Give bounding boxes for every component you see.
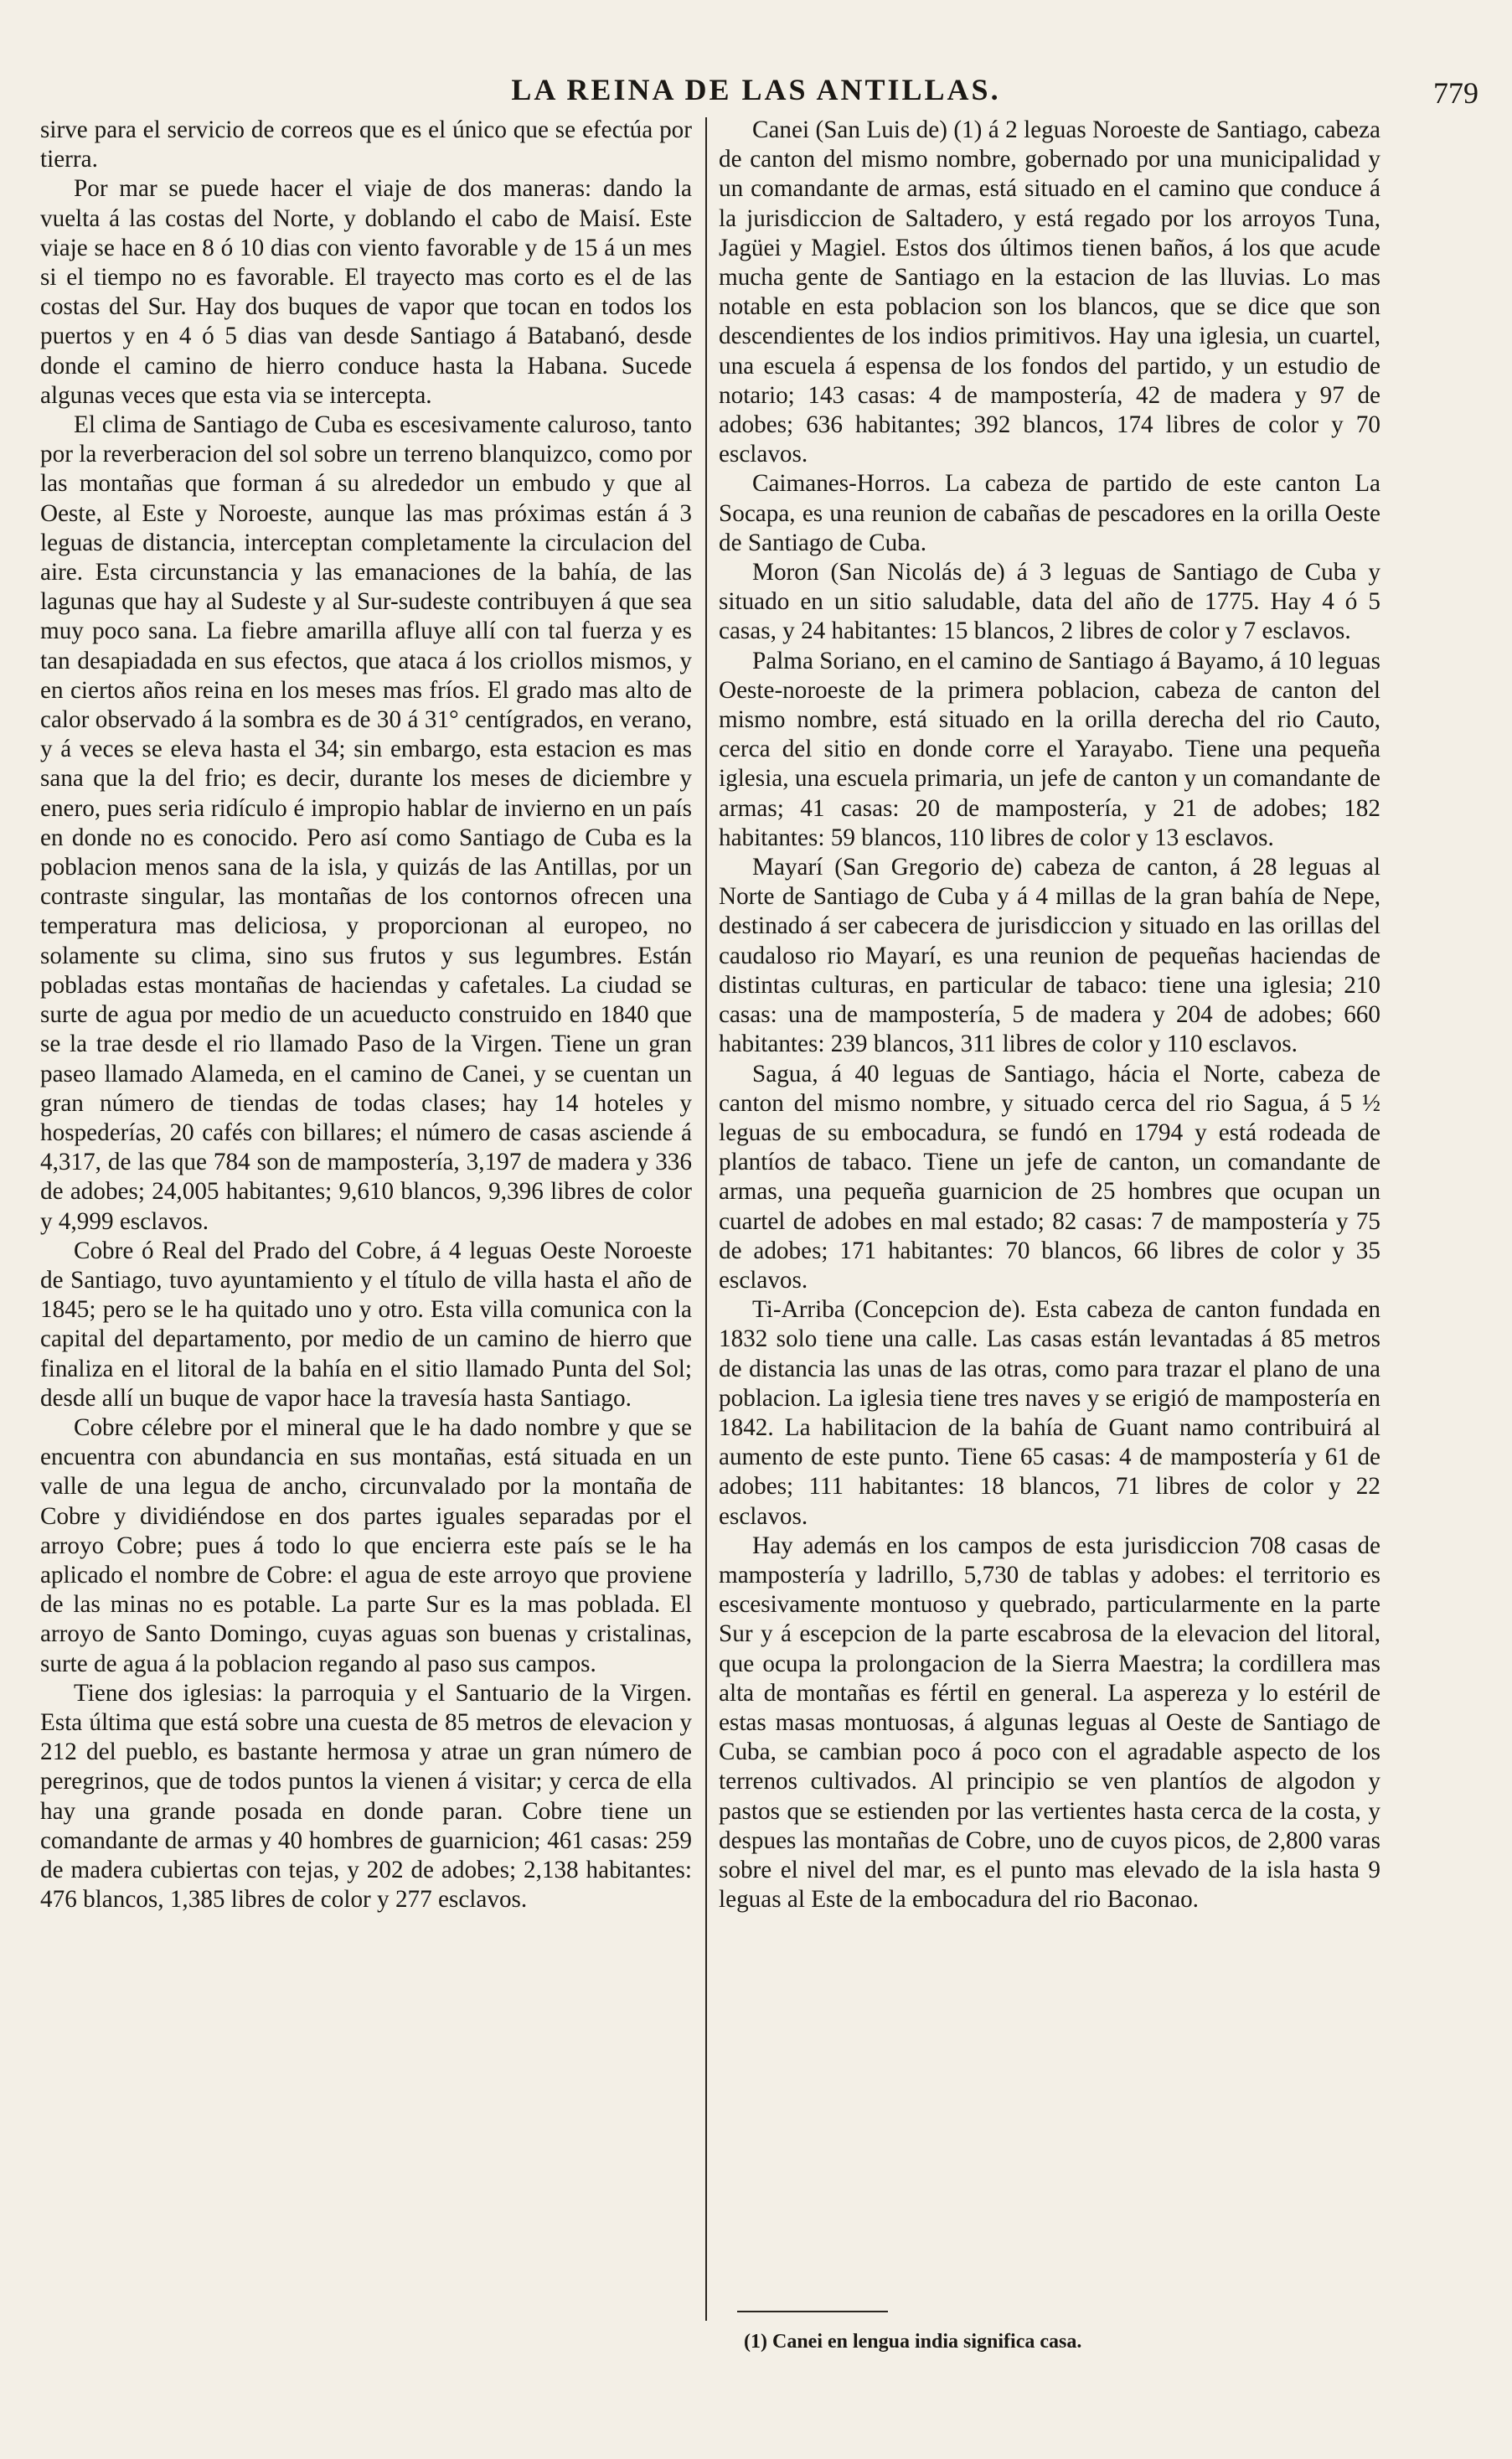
paragraph: El clima de Santiago de Cuba es escesivamente caluroso, tanto por la reverberacion del sol sobre un terreno blanquizco, como por las montañas que forman á su alrededor un embudo y que al Oeste, al Este y Noroeste, aunque las mas próximas están á 3 leguas de distancia, interceptan completamente la circulacion del aire. Esta circunstancia y las emanaciones de la bahía, de las lagunas que hay al Sudeste y al Sur-sudeste contribuyen á que sea muy poco sana. La fiebre amarilla afluye allí con tal fuerza y es tan desapiadada en sus efectos, que ataca á los criollos mismos, y en ciertos años reina en los meses mas fríos. El grado mas alto de calor observado á la sombra es de 30 á 31° centígrados, en verano, y á veces se eleva hasta el 34; sin embargo, esta estacion es mas sana que la del frio; es decir, durante los meses de diciembre y enero, pues seria ridículo é impropio hablar de invierno en un país en donde no es conocido. Pero así como Santiago de Cuba es la poblacion menos sana de la isla, y quizás de las Antillas, por un contraste singular, las montañas de los contornos ofrecen una temperatura mas deliciosa, y proporcionan al europeo, no solamente su clima, sino sus frutos y sus legumbres. Están pobladas estas montañas de haciendas y cafetales. La ciudad se surte de agua por medio de un acueducto construido en 1840 que se la trae desde el rio llamado Paso de la Virgen. Tiene un gran paseo llamado Alameda, en el camino de Canei, y se cuentan un gran número de tiendas de todas clases; hay 14 hoteles y hospederías, 20 cafés con billares; el número de casas asciende á 4,317, de las que 784 son de mampostería, 3,197 de madera y 336 de adobes; 24,005 habitantes; 9,610 blancos, 9,396 libres de color y 4,999 esclavos. bbox=[40, 411, 692, 1235]
paragraph: Ti-Arriba (Concepcion de). Esta cabeza de canton fundada en 1832 solo tiene una calle. Las casas están levantadas á 85 metros de distancia las unas de las otras, como para trazar el plano de una poblacion. La iglesia tiene tres naves y se erigió de mampostería en 1842. La habilitacion de la bahía de Guant namo contribuirá al aumento de este punto. Tiene 65 casas: 4 de mampostería y 61 de adobes; 111 habitantes: 18 blancos, 71 libres de color y 22 esclavos. bbox=[719, 1296, 1380, 1530]
paragraph: Moron (San Nicolás de) á 3 leguas de Santiago de Cuba y situado en un sitio saludable, data del año de 1775. Hay 4 ó 5 casas, y 24 habitantes: 15 blancos, 2 libres de color y 7 esclavos. bbox=[719, 559, 1380, 645]
page-header bbox=[34, 72, 1478, 112]
paragraph: Cobre ó Real del Prado del Cobre, á 4 leguas Oeste Noroeste de Santiago, tuvo ayuntamiento y el título de villa hasta el año de 1845; pero se le ha quitado uno y otro. Esta villa comunica con la capital del departamento, por medio de un camino de hierro que finaliza en el litoral de la bahía en el sitio llamado Punta del Sol; desde allí un buque de vapor hace la travesía hasta Santiago. bbox=[40, 1237, 692, 1412]
paragraph: Cobre célebre por el mineral que le ha dado nombre y que se encuentra con abundancia en sus montañas, está situada en un valle de una legua de ancho, circunvalado por la montaña de Cobre y dividiéndose en dos partes iguales separadas por el arroyo Cobre; pues á todo lo que encierra este país se le ha aplicado el nombre de Cobre: el agua de este arroyo que proviene de las minas no es potable. La parte Sur es la mas poblada. El arroyo de Santo Domingo, cuyas aguas son buenas y cristalinas, surte de agua á la poblacion regando al paso sus campos. bbox=[40, 1413, 692, 1677]
paragraph: Caimanes-Horros. La cabeza de partido de este canton La Socapa, es una reunion de cabañas de pescadores en la orilla Oeste de Santiago de Cuba. bbox=[719, 470, 1380, 556]
paragraph: Por mar se puede hacer el viaje de dos maneras: dando la vuelta á las costas del Norte, y doblando el cabo de Maisí. Este viaje se hace en 8 ó 10 dias con viento favorable y de 15 á un mes si el tiempo no es favorable. El trayecto mas corto es el de las costas del Sur. Hay dos buques de vapor que tocan en todos los puertos y en 4 ó 5 dias van desde Santiago á Batabanó, desde donde el camino de hierro conduce hasta la Habana. Sucede algunas veces que esta via se intercepta. bbox=[40, 175, 692, 409]
paragraph: Mayarí (San Gregorio de) cabeza de canton, á 28 leguas al Norte de Santiago de Cuba y á 4 millas de la gran bahía de Nepe, destinado á ser cabecera de jurisdiccion y situado en las orillas del caudaloso rio Mayarí, es una reunion de pequeñas haciendas de distintas culturas, en particular de tabaco: tiene una iglesia; 210 casas: una de mampostería, 5 de madera y 204 de adobes; 660 habitantes: 239 blancos, 311 libres de color y 110 esclavos. bbox=[719, 854, 1380, 1058]
footnote: (1) Canei en lengua india significa casa. bbox=[744, 2331, 1082, 2353]
paragraph: Sagua, á 40 leguas de Santiago, hácia el Norte, cabeza de canton del mismo nombre, y situado cerca del rio Sagua, á 5 ½ leguas de su embocadura, se fundó en 1794 y está rodeada de plantíos de tabaco. Tiene un jefe de canton, un comandante de armas, una pequeña guarnicion de 25 hombres que ocupan un cuartel de adobes en mal estado; 82 casas: 7 de mampostería y 75 de adobes; 171 habitantes: 70 blancos, 66 libres de color y 35 esclavos. bbox=[719, 1060, 1380, 1294]
footnote-rule bbox=[737, 2311, 888, 2312]
paragraph: Tiene dos iglesias: la parroquia y el Santuario de la Virgen. Esta última que está sobre una cuesta de 85 metros de elevacion y 212 del pueblo, es bastante hermosa y atrae un gran número de peregrinos, que de todos puntos la vienen á visitar; y cerca de ella hay una grande posada en donde paran. Cobre tiene un comandante de armas y 40 hombres de guarnicion; 461 casas: 259 de madera cubiertas con tejas, y 202 de adobes; 2,138 habitantes: 476 blancos, 1,385 libres de color y 277 esclavos. bbox=[40, 1679, 692, 1914]
running-title: LA REINA DE LAS ANTILLAS. bbox=[511, 73, 1001, 106]
left-column bbox=[40, 116, 692, 1914]
column-divider bbox=[705, 117, 707, 2321]
paragraph: Canei (San Luis de) (1) á 2 leguas Noroeste de Santiago, cabeza de canton del mismo nombre, gobernado por una municipalidad y un comandante de armas, está situado en el camino que conduce á la jurisdiccion de Saltadero, y está regado por los arroyos Tuna, Jagüei y Magiel. Estos dos últimos tienen baños, á los que acude mucha gente de Santiago en la estacion de las lluvias. Lo mas notable en esta poblacion son los blancos, que se dice que son descendientes de los indios primitivos. Hay una iglesia, un cuartel, una escuela á espensa de los fondos del partido, y un estudio de notario; 143 casas: 4 de mampostería, 42 de madera y 97 de adobes; 636 habitantes; 392 blancos, 174 libres de color y 70 esclavos. bbox=[719, 116, 1380, 468]
paragraph: Palma Soriano, en el camino de Santiago á Bayamo, á 10 leguas Oeste-noroeste de la primera poblacion, cabeza de canton del mismo nombre, está situado en la orilla derecha del rio Cauto, cerca del sitio en donde corre el Yarayabo. Tiene una pequeña iglesia, una escuela primaria, un jefe de canton y un comandante de armas; 41 casas: 20 de mampostería, y 21 de adobes; 182 habitantes: 59 blancos, 110 libres de color y 13 esclavos. bbox=[719, 647, 1380, 851]
page-number: 779 bbox=[1433, 76, 1478, 110]
paragraph: sirve para el servicio de correos que es el único que se efectúa por tierra. bbox=[40, 116, 692, 173]
right-column bbox=[719, 116, 1380, 1914]
paragraph: Hay además en los campos de esta jurisdiccion 708 casas de mampostería y ladrillo, 5,730 de tablas y adobes: el territorio es escesivamente montuoso y quebrado, particularmente en la parte Sur y á escepcion de la parte escabrosa de la elevacion del litoral, que ocupa la prolongacion de la Sierra Maestra; la cordillera mas alta de montañas es fértil en general. La aspereza y lo estéril de estas masas montuosas, á algunas leguas al Oeste de Santiago de Cuba, se cambian poco á poco con el agradable aspecto de los terrenos cultivados. Al principio se ven plantíos de algodon y pastos que se estienden por las vertientes hasta cerca de la costa, y despues las montañas de Cobre, uno de cuyos picos, de 2,800 varas sobre el nivel del mar, es el punto mas elevado de la isla hasta 9 leguas al Este de la embocadura del rio Baconao. bbox=[719, 1532, 1380, 1914]
